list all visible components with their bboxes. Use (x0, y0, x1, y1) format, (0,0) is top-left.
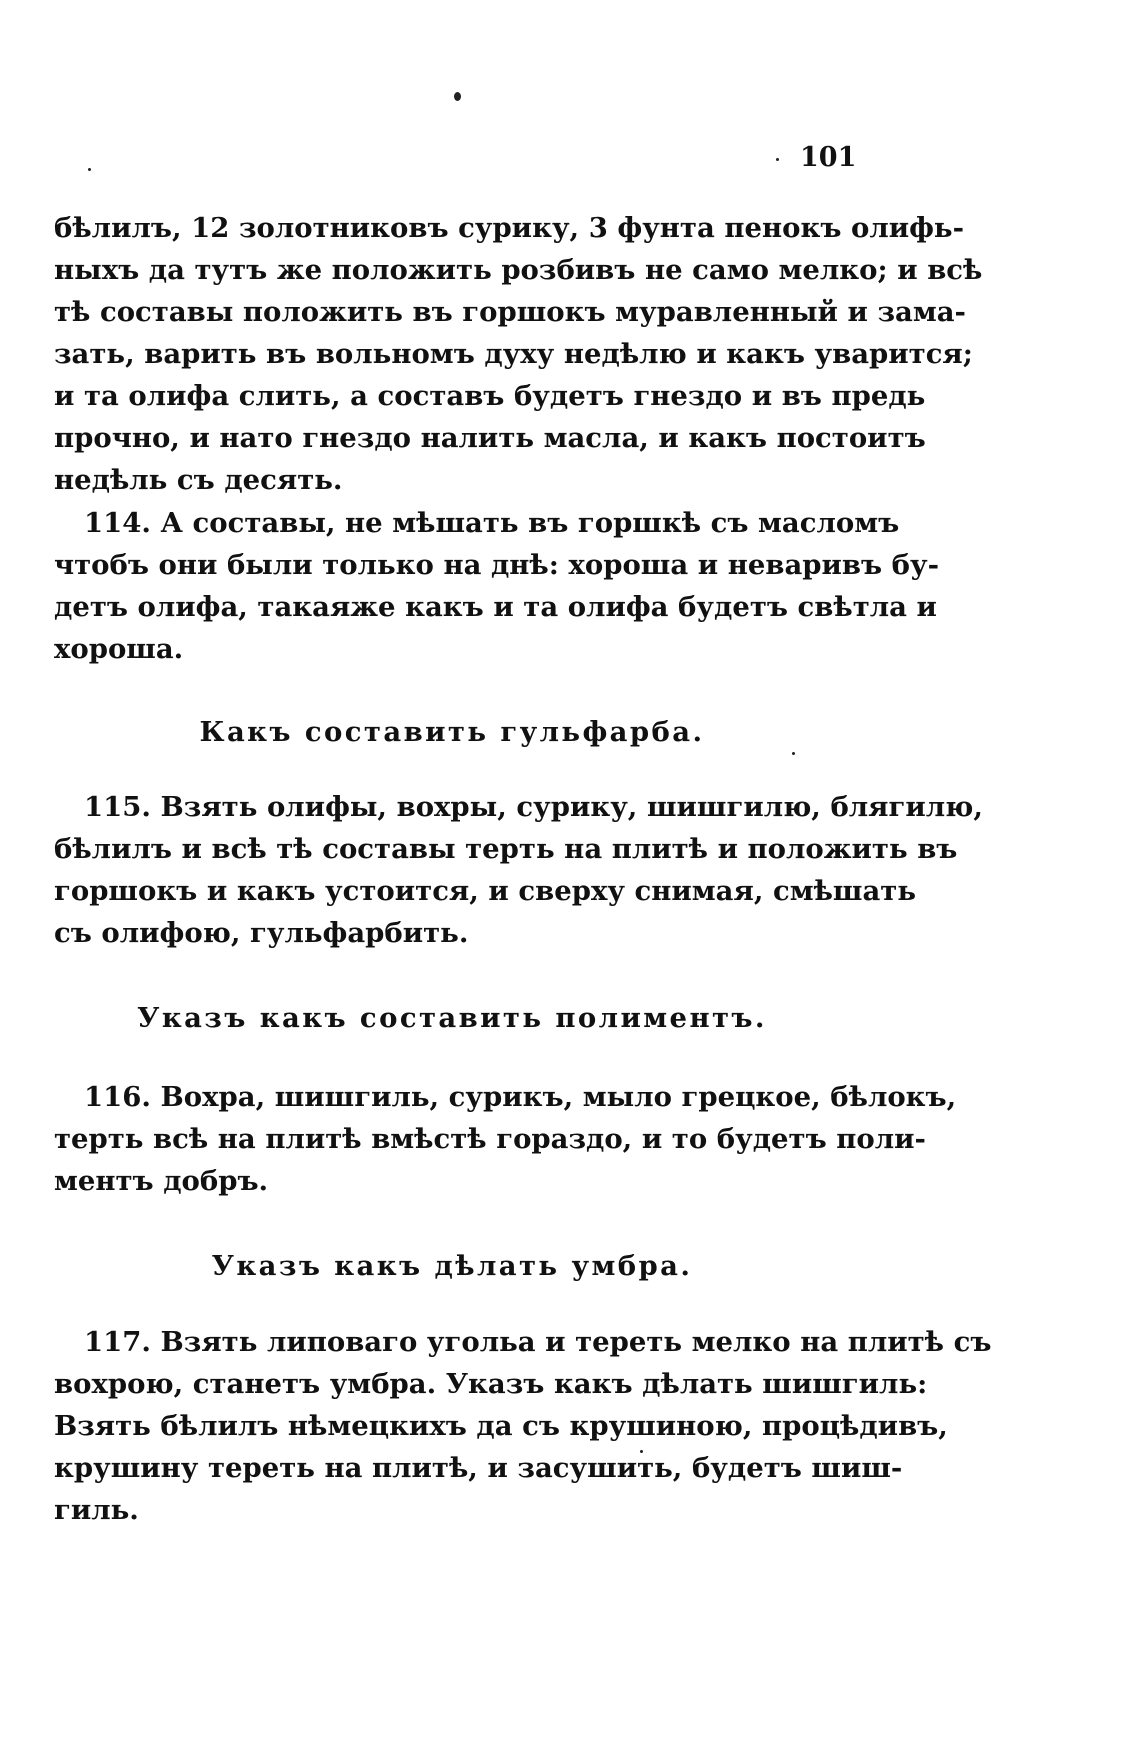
text-line: 115. Взять олифы, вохры, сурику, шишгилю, блягилю, (84, 791, 983, 823)
ink-speck (454, 92, 461, 101)
text-line: бѣлилъ, 12 золотниковъ сурику, 3 фунта пенокъ олифь- (54, 212, 964, 244)
text-line: и та олифа слить, а составъ будетъ гнездо и въ предь (54, 380, 926, 412)
text-line: горшокъ и какъ устоится, и сверху снимая, смѣшать (54, 875, 917, 907)
paragraph-116 (54, 1076, 957, 1202)
text-line: зать, варить въ вольномъ духу недѣлю и какъ уварится; (54, 338, 973, 370)
text-line: тѣ составы положить въ горшокъ муравленный и зама- (54, 296, 966, 328)
text-line: гиль. (54, 1494, 139, 1526)
text-line: прочно, и нато гнездо налить масла, и какъ постоитъ (54, 422, 926, 454)
text-line: съ олифою, гульфарбить. (54, 917, 469, 949)
text-line: вохрою, станетъ умбра. Указъ какъ дѣлать шишгиль: (54, 1368, 928, 1400)
text-line: ныхъ да тутъ же положить розбивъ не само мелко; и всѣ (54, 254, 983, 286)
ink-speck (792, 752, 795, 755)
text-line: терть всѣ на плитѣ вмѣстѣ гораздо, и то будетъ поли- (54, 1123, 926, 1155)
text-line: крушину тереть на плитѣ, и засушить, будетъ шиш- (54, 1452, 903, 1484)
text-line: недѣль съ десять. (54, 464, 343, 496)
section-heading: Указъ какъ составить полиментъ. (137, 1002, 767, 1034)
paragraph-continuation (54, 207, 983, 501)
paragraph-115 (54, 786, 983, 954)
text-line: детъ олифа, такаяже какъ и та олифа будетъ свѣтла и (54, 591, 937, 623)
text-line: бѣлилъ и всѣ тѣ составы терть на плитѣ и положить въ (54, 833, 958, 865)
text-line: хороша. (54, 633, 184, 665)
ink-speck (776, 158, 779, 161)
text-line: Взять бѣлилъ нѣмецкихъ да съ крушиною, процѣдивъ, (54, 1410, 948, 1442)
text-line: чтобъ они были только на днѣ: хороша и неваривъ бу- (54, 549, 940, 581)
section-heading: Какъ составить гульфарба. (199, 716, 705, 748)
ink-speck (88, 168, 91, 171)
paragraph-117 (54, 1321, 992, 1531)
paragraph-114 (54, 502, 940, 670)
page-number: 101 (800, 142, 857, 173)
section-heading: Указъ какъ дѣлать умбра. (211, 1250, 693, 1282)
text-line: 116. Вохра, шишгиль, сурикъ, мыло грецкое, бѣлокъ, (84, 1081, 957, 1113)
text-line: 114. А составы, не мѣшать въ горшкѣ съ масломъ (84, 507, 900, 539)
text-line: 117. Взять липоваго угольа и тереть мелко на плитѣ съ (84, 1326, 992, 1358)
text-line: ментъ добръ. (54, 1165, 269, 1197)
